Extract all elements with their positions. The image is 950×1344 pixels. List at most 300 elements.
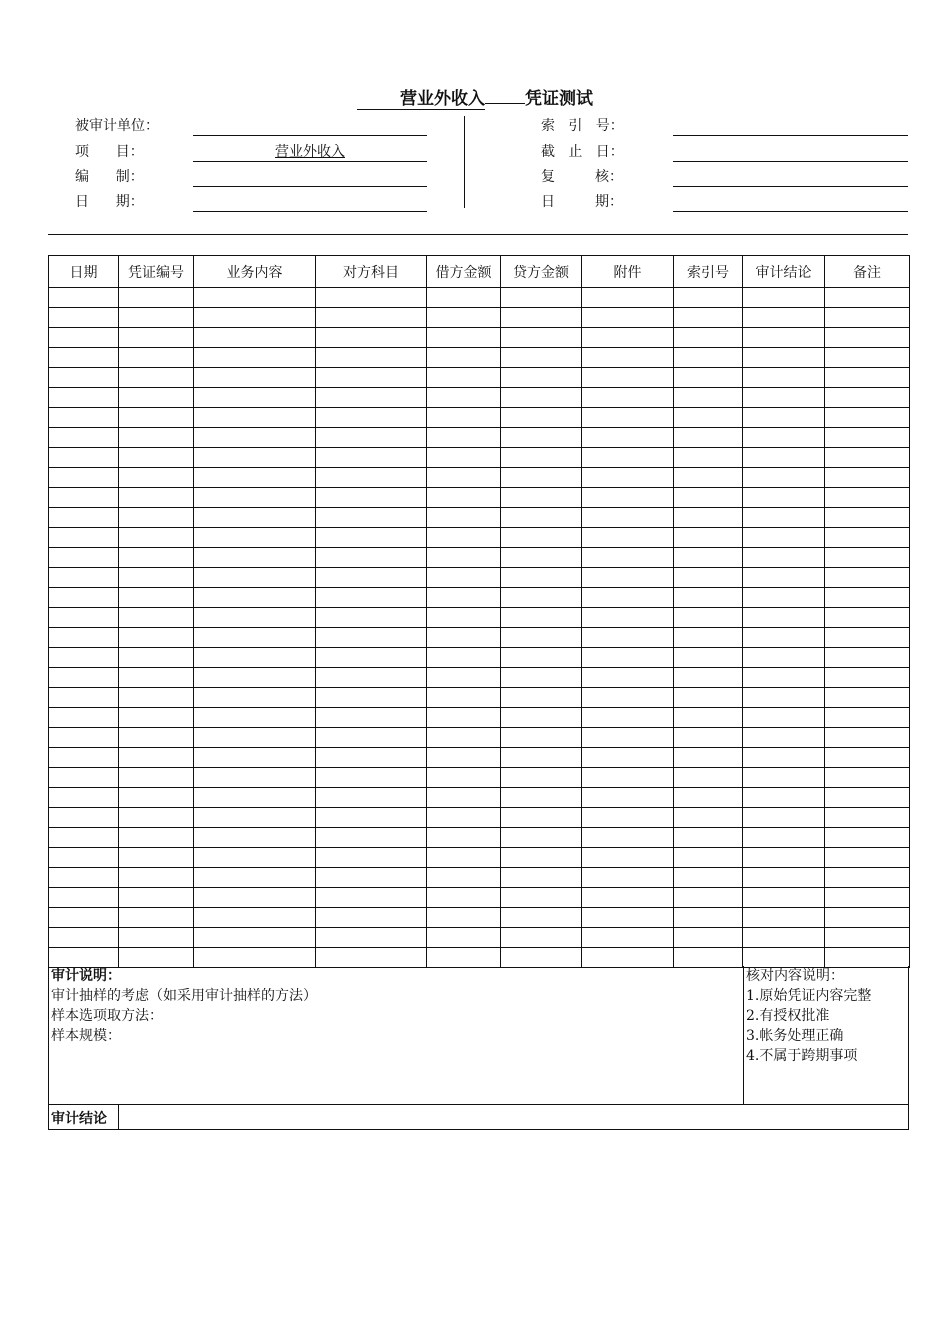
table-cell[interactable]	[501, 408, 582, 428]
table-cell[interactable]	[674, 648, 743, 668]
table-cell[interactable]	[119, 368, 194, 388]
table-cell[interactable]	[194, 768, 316, 788]
table-cell[interactable]	[743, 528, 825, 548]
table-cell[interactable]	[49, 548, 119, 568]
table-cell[interactable]	[674, 528, 743, 548]
table-cell[interactable]	[316, 848, 427, 868]
table-cell[interactable]	[825, 588, 910, 608]
table-cell[interactable]	[674, 428, 743, 448]
table-cell[interactable]	[582, 908, 674, 928]
table-cell[interactable]	[194, 528, 316, 548]
table-cell[interactable]	[427, 748, 501, 768]
table-cell[interactable]	[119, 808, 194, 828]
table-cell[interactable]	[501, 908, 582, 928]
table-cell[interactable]	[194, 888, 316, 908]
table-cell[interactable]	[582, 628, 674, 648]
table-cell[interactable]	[49, 948, 119, 968]
table-cell[interactable]	[119, 528, 194, 548]
table-cell[interactable]	[743, 388, 825, 408]
table-cell[interactable]	[427, 548, 501, 568]
table-cell[interactable]	[49, 748, 119, 768]
table-cell[interactable]	[427, 508, 501, 528]
table-cell[interactable]	[427, 428, 501, 448]
table-cell[interactable]	[49, 788, 119, 808]
table-cell[interactable]	[674, 748, 743, 768]
table-cell[interactable]	[743, 488, 825, 508]
table-cell[interactable]	[743, 568, 825, 588]
table-cell[interactable]	[427, 888, 501, 908]
table-cell[interactable]	[49, 648, 119, 668]
table-cell[interactable]	[674, 788, 743, 808]
table-cell[interactable]	[194, 608, 316, 628]
table-cell[interactable]	[825, 448, 910, 468]
table-cell[interactable]	[674, 548, 743, 568]
table-cell[interactable]	[582, 308, 674, 328]
table-cell[interactable]	[582, 368, 674, 388]
table-cell[interactable]	[825, 768, 910, 788]
table-cell[interactable]	[582, 348, 674, 368]
table-cell[interactable]	[825, 948, 910, 968]
table-cell[interactable]	[582, 508, 674, 528]
table-cell[interactable]	[825, 408, 910, 428]
table-cell[interactable]	[674, 688, 743, 708]
table-cell[interactable]	[674, 908, 743, 928]
field-value[interactable]: 营业外收入	[193, 142, 427, 162]
table-cell[interactable]	[119, 628, 194, 648]
table-cell[interactable]	[194, 568, 316, 588]
table-cell[interactable]	[743, 788, 825, 808]
table-cell[interactable]	[119, 768, 194, 788]
table-cell[interactable]	[119, 668, 194, 688]
table-cell[interactable]	[501, 288, 582, 308]
table-cell[interactable]	[194, 748, 316, 768]
table-cell[interactable]	[582, 868, 674, 888]
table-cell[interactable]	[194, 628, 316, 648]
table-cell[interactable]	[316, 448, 427, 468]
table-cell[interactable]	[316, 868, 427, 888]
table-cell[interactable]	[674, 368, 743, 388]
table-cell[interactable]	[825, 908, 910, 928]
table-cell[interactable]	[743, 468, 825, 488]
table-cell[interactable]	[743, 888, 825, 908]
table-cell[interactable]	[119, 568, 194, 588]
table-cell[interactable]	[825, 868, 910, 888]
table-cell[interactable]	[119, 748, 194, 768]
table-cell[interactable]	[674, 868, 743, 888]
table-cell[interactable]	[501, 568, 582, 588]
table-cell[interactable]	[316, 688, 427, 708]
table-cell[interactable]	[427, 908, 501, 928]
table-cell[interactable]	[316, 708, 427, 728]
table-cell[interactable]	[674, 628, 743, 648]
table-cell[interactable]	[743, 908, 825, 928]
table-cell[interactable]	[501, 348, 582, 368]
table-cell[interactable]	[119, 488, 194, 508]
table-cell[interactable]	[49, 488, 119, 508]
table-cell[interactable]	[582, 608, 674, 628]
table-cell[interactable]	[119, 408, 194, 428]
table-cell[interactable]	[427, 808, 501, 828]
table-cell[interactable]	[119, 928, 194, 948]
table-cell[interactable]	[427, 528, 501, 548]
table-cell[interactable]	[427, 688, 501, 708]
table-cell[interactable]	[674, 608, 743, 628]
table-cell[interactable]	[119, 608, 194, 628]
table-cell[interactable]	[49, 708, 119, 728]
table-cell[interactable]	[674, 768, 743, 788]
table-cell[interactable]	[501, 808, 582, 828]
table-cell[interactable]	[825, 728, 910, 748]
table-cell[interactable]	[49, 368, 119, 388]
table-cell[interactable]	[194, 428, 316, 448]
table-cell[interactable]	[501, 488, 582, 508]
table-cell[interactable]	[674, 348, 743, 368]
table-cell[interactable]	[194, 288, 316, 308]
table-cell[interactable]	[316, 608, 427, 628]
table-cell[interactable]	[427, 348, 501, 368]
table-cell[interactable]	[427, 288, 501, 308]
table-cell[interactable]	[49, 828, 119, 848]
table-cell[interactable]	[194, 828, 316, 848]
table-cell[interactable]	[743, 628, 825, 648]
table-cell[interactable]	[194, 788, 316, 808]
table-cell[interactable]	[316, 528, 427, 548]
table-cell[interactable]	[316, 788, 427, 808]
table-cell[interactable]	[427, 368, 501, 388]
table-cell[interactable]	[316, 428, 427, 448]
table-cell[interactable]	[825, 648, 910, 668]
table-cell[interactable]	[825, 888, 910, 908]
table-cell[interactable]	[825, 428, 910, 448]
table-cell[interactable]	[582, 428, 674, 448]
table-cell[interactable]	[119, 428, 194, 448]
table-cell[interactable]	[501, 928, 582, 948]
table-cell[interactable]	[316, 328, 427, 348]
table-cell[interactable]	[825, 608, 910, 628]
table-cell[interactable]	[427, 708, 501, 728]
table-cell[interactable]	[825, 708, 910, 728]
table-cell[interactable]	[743, 748, 825, 768]
table-cell[interactable]	[119, 868, 194, 888]
table-cell[interactable]	[501, 848, 582, 868]
table-cell[interactable]	[501, 688, 582, 708]
table-cell[interactable]	[674, 488, 743, 508]
table-cell[interactable]	[743, 928, 825, 948]
table-cell[interactable]	[316, 548, 427, 568]
table-cell[interactable]	[49, 468, 119, 488]
table-cell[interactable]	[427, 408, 501, 428]
table-cell[interactable]	[582, 328, 674, 348]
table-cell[interactable]	[316, 928, 427, 948]
table-cell[interactable]	[49, 728, 119, 748]
table-cell[interactable]	[49, 608, 119, 628]
table-cell[interactable]	[427, 628, 501, 648]
table-cell[interactable]	[674, 408, 743, 428]
table-cell[interactable]	[582, 588, 674, 608]
table-cell[interactable]	[582, 808, 674, 828]
table-cell[interactable]	[427, 848, 501, 868]
table-cell[interactable]	[49, 868, 119, 888]
table-cell[interactable]	[582, 748, 674, 768]
table-cell[interactable]	[49, 928, 119, 948]
table-cell[interactable]	[743, 308, 825, 328]
table-cell[interactable]	[316, 828, 427, 848]
table-cell[interactable]	[743, 288, 825, 308]
table-cell[interactable]	[825, 788, 910, 808]
table-cell[interactable]	[194, 688, 316, 708]
table-cell[interactable]	[501, 368, 582, 388]
table-cell[interactable]	[582, 408, 674, 428]
table-cell[interactable]	[316, 948, 427, 968]
table-cell[interactable]	[501, 388, 582, 408]
table-cell[interactable]	[582, 468, 674, 488]
table-cell[interactable]	[582, 708, 674, 728]
table-cell[interactable]	[49, 668, 119, 688]
table-cell[interactable]	[674, 668, 743, 688]
table-cell[interactable]	[743, 448, 825, 468]
table-cell[interactable]	[674, 388, 743, 408]
table-cell[interactable]	[194, 348, 316, 368]
table-cell[interactable]	[119, 648, 194, 668]
table-cell[interactable]	[119, 888, 194, 908]
table-cell[interactable]	[743, 728, 825, 748]
table-cell[interactable]	[49, 568, 119, 588]
field-value[interactable]	[193, 116, 427, 136]
table-cell[interactable]	[49, 888, 119, 908]
table-cell[interactable]	[316, 468, 427, 488]
table-cell[interactable]	[194, 668, 316, 688]
table-cell[interactable]	[427, 468, 501, 488]
table-cell[interactable]	[427, 668, 501, 688]
table-cell[interactable]	[427, 768, 501, 788]
table-cell[interactable]	[501, 948, 582, 968]
table-cell[interactable]	[49, 848, 119, 868]
table-cell[interactable]	[501, 668, 582, 688]
table-cell[interactable]	[49, 688, 119, 708]
table-cell[interactable]	[825, 828, 910, 848]
table-cell[interactable]	[427, 828, 501, 848]
table-cell[interactable]	[427, 568, 501, 588]
table-cell[interactable]	[194, 708, 316, 728]
table-cell[interactable]	[825, 528, 910, 548]
table-cell[interactable]	[316, 668, 427, 688]
table-cell[interactable]	[825, 548, 910, 568]
table-cell[interactable]	[501, 328, 582, 348]
table-cell[interactable]	[316, 388, 427, 408]
table-cell[interactable]	[674, 848, 743, 868]
table-cell[interactable]	[49, 588, 119, 608]
table-cell[interactable]	[674, 588, 743, 608]
table-cell[interactable]	[825, 688, 910, 708]
table-cell[interactable]	[316, 768, 427, 788]
table-cell[interactable]	[194, 648, 316, 668]
table-cell[interactable]	[194, 488, 316, 508]
table-cell[interactable]	[582, 848, 674, 868]
table-cell[interactable]	[194, 948, 316, 968]
table-cell[interactable]	[119, 288, 194, 308]
table-cell[interactable]	[743, 368, 825, 388]
table-cell[interactable]	[119, 908, 194, 928]
table-cell[interactable]	[501, 788, 582, 808]
table-cell[interactable]	[743, 868, 825, 888]
table-cell[interactable]	[316, 508, 427, 528]
table-cell[interactable]	[674, 568, 743, 588]
table-cell[interactable]	[743, 688, 825, 708]
table-cell[interactable]	[743, 768, 825, 788]
table-cell[interactable]	[316, 568, 427, 588]
table-cell[interactable]	[501, 588, 582, 608]
table-cell[interactable]	[119, 508, 194, 528]
table-cell[interactable]	[316, 368, 427, 388]
table-cell[interactable]	[582, 728, 674, 748]
table-cell[interactable]	[825, 628, 910, 648]
table-cell[interactable]	[582, 448, 674, 468]
table-cell[interactable]	[501, 888, 582, 908]
table-cell[interactable]	[194, 508, 316, 528]
table-cell[interactable]	[49, 428, 119, 448]
table-cell[interactable]	[743, 948, 825, 968]
table-cell[interactable]	[194, 328, 316, 348]
table-cell[interactable]	[582, 668, 674, 688]
table-cell[interactable]	[743, 848, 825, 868]
table-cell[interactable]	[119, 728, 194, 748]
table-cell[interactable]	[825, 288, 910, 308]
table-cell[interactable]	[743, 608, 825, 628]
field-value[interactable]	[673, 142, 908, 162]
table-cell[interactable]	[501, 448, 582, 468]
table-cell[interactable]	[49, 768, 119, 788]
table-cell[interactable]	[674, 888, 743, 908]
table-cell[interactable]	[316, 408, 427, 428]
table-cell[interactable]	[582, 388, 674, 408]
table-cell[interactable]	[582, 828, 674, 848]
table-cell[interactable]	[582, 488, 674, 508]
table-cell[interactable]	[501, 648, 582, 668]
table-cell[interactable]	[582, 528, 674, 548]
table-cell[interactable]	[501, 628, 582, 648]
table-cell[interactable]	[194, 728, 316, 748]
table-cell[interactable]	[316, 488, 427, 508]
table-cell[interactable]	[825, 328, 910, 348]
table-cell[interactable]	[501, 608, 582, 628]
field-value[interactable]	[673, 116, 908, 136]
table-cell[interactable]	[825, 348, 910, 368]
table-cell[interactable]	[674, 828, 743, 848]
table-cell[interactable]	[119, 588, 194, 608]
table-cell[interactable]	[674, 948, 743, 968]
table-cell[interactable]	[427, 488, 501, 508]
table-cell[interactable]	[674, 928, 743, 948]
table-cell[interactable]	[49, 388, 119, 408]
field-value[interactable]	[193, 167, 427, 187]
table-cell[interactable]	[674, 468, 743, 488]
table-cell[interactable]	[194, 408, 316, 428]
table-cell[interactable]	[119, 948, 194, 968]
table-cell[interactable]	[194, 588, 316, 608]
table-cell[interactable]	[501, 548, 582, 568]
table-cell[interactable]	[674, 508, 743, 528]
table-cell[interactable]	[119, 828, 194, 848]
table-cell[interactable]	[427, 448, 501, 468]
table-cell[interactable]	[743, 648, 825, 668]
table-cell[interactable]	[743, 508, 825, 528]
table-cell[interactable]	[743, 548, 825, 568]
table-cell[interactable]	[49, 908, 119, 928]
table-cell[interactable]	[501, 768, 582, 788]
table-cell[interactable]	[316, 808, 427, 828]
table-cell[interactable]	[582, 888, 674, 908]
table-cell[interactable]	[194, 808, 316, 828]
table-cell[interactable]	[427, 728, 501, 748]
table-cell[interactable]	[316, 648, 427, 668]
table-cell[interactable]	[316, 588, 427, 608]
table-cell[interactable]	[316, 628, 427, 648]
table-cell[interactable]	[674, 708, 743, 728]
table-cell[interactable]	[427, 868, 501, 888]
table-cell[interactable]	[316, 348, 427, 368]
table-cell[interactable]	[825, 668, 910, 688]
table-cell[interactable]	[119, 548, 194, 568]
field-value[interactable]	[673, 167, 908, 187]
table-cell[interactable]	[582, 648, 674, 668]
table-cell[interactable]	[674, 448, 743, 468]
table-cell[interactable]	[119, 688, 194, 708]
table-cell[interactable]	[49, 328, 119, 348]
table-cell[interactable]	[743, 408, 825, 428]
table-cell[interactable]	[582, 688, 674, 708]
table-cell[interactable]	[743, 708, 825, 728]
table-cell[interactable]	[674, 328, 743, 348]
table-cell[interactable]	[825, 488, 910, 508]
table-cell[interactable]	[427, 648, 501, 668]
table-cell[interactable]	[743, 428, 825, 448]
table-cell[interactable]	[49, 308, 119, 328]
table-cell[interactable]	[119, 388, 194, 408]
table-cell[interactable]	[316, 748, 427, 768]
table-cell[interactable]	[194, 468, 316, 488]
table-cell[interactable]	[501, 868, 582, 888]
table-cell[interactable]	[194, 848, 316, 868]
table-cell[interactable]	[501, 708, 582, 728]
table-cell[interactable]	[674, 808, 743, 828]
table-cell[interactable]	[825, 388, 910, 408]
table-cell[interactable]	[49, 528, 119, 548]
table-cell[interactable]	[119, 848, 194, 868]
table-cell[interactable]	[582, 548, 674, 568]
table-cell[interactable]	[427, 588, 501, 608]
table-cell[interactable]	[194, 308, 316, 328]
table-cell[interactable]	[119, 708, 194, 728]
table-cell[interactable]	[674, 728, 743, 748]
table-cell[interactable]	[825, 928, 910, 948]
table-cell[interactable]	[582, 948, 674, 968]
table-cell[interactable]	[501, 728, 582, 748]
table-cell[interactable]	[49, 808, 119, 828]
table-cell[interactable]	[194, 908, 316, 928]
table-cell[interactable]	[825, 568, 910, 588]
table-cell[interactable]	[194, 928, 316, 948]
table-cell[interactable]	[674, 288, 743, 308]
table-cell[interactable]	[49, 508, 119, 528]
table-cell[interactable]	[825, 748, 910, 768]
table-cell[interactable]	[743, 828, 825, 848]
table-cell[interactable]	[825, 308, 910, 328]
table-cell[interactable]	[49, 628, 119, 648]
table-cell[interactable]	[427, 788, 501, 808]
table-cell[interactable]	[427, 388, 501, 408]
table-cell[interactable]	[316, 888, 427, 908]
table-cell[interactable]	[825, 468, 910, 488]
